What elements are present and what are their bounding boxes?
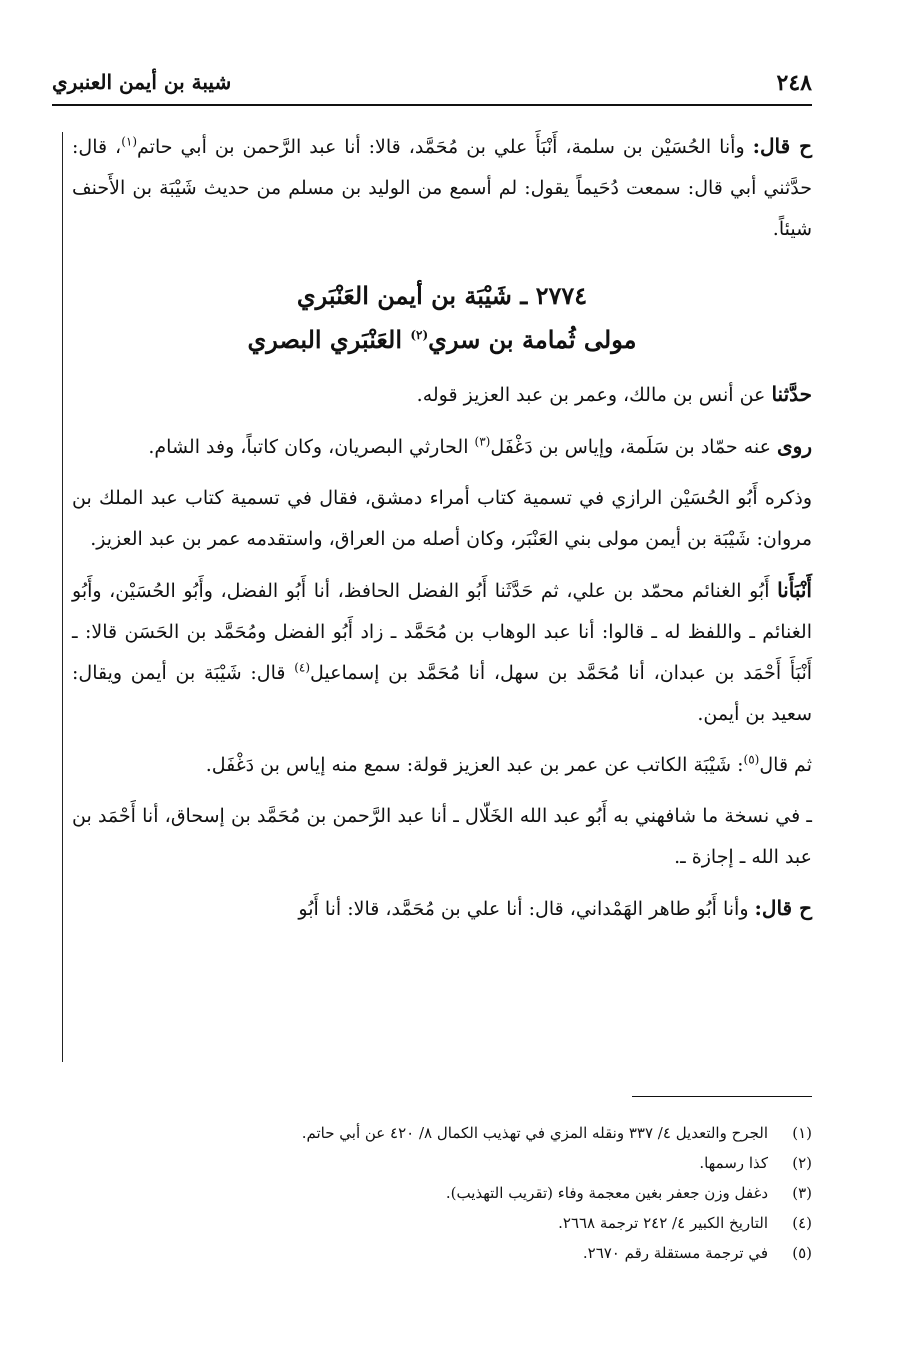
footnote-text: كذا رسمها.	[699, 1154, 768, 1172]
footnote-text: دغفل وزن جعفر بغين معجمة وفاء (تقريب التهذيب).	[445, 1184, 768, 1202]
paragraph-lead: روى	[777, 434, 812, 458]
footnote-text: التاريخ الكبير ٤/ ٢٤٢ ترجمة ٢٦٦٨.	[558, 1214, 768, 1232]
paragraph-lead: حدَّثنا	[771, 382, 812, 406]
footnote-text: الجرح والتعديل ٤/ ٣٣٧ ونقله المزي في تهذيب الكمال ٨/ ٤٢٠ عن أبي حاتم.	[301, 1124, 768, 1142]
footnote	[180, 1118, 812, 1148]
footnote-number: (٤)	[792, 1214, 812, 1232]
running-title: شيبة بن أيمن العنبري	[52, 70, 232, 94]
footnote	[180, 1238, 812, 1268]
paragraph-text: أَبُو الغنائم محمّد بن علي، ثم حَدَّثَنا أَبُو الفضل الحافظ، أنا أَبُو الفضل، وأَبُو الحُسَيْن، وأَبُو الغنائم ـ واللفظ له ـ قالوا: أنا عبد الوهاب بن مُحَمَّد ـ زاد أَبُو الفضل ومُحَمَّد بن الحَسَن قالا: ـ أَنْبَأَ أَحْمَد بن عبدان، أنا مُحَمَّد بن سهل، أنا مُحَمَّد بن إسماعيل	[72, 580, 813, 684]
footnote-number: (٣)	[792, 1184, 812, 1202]
paragraph-1	[72, 126, 812, 250]
footnote-number: (٥)	[792, 1244, 812, 1262]
paragraph-text: قال: شَيْبَة بن أيمن ويقال: سعيد بن أيمن.	[72, 662, 812, 725]
margin-line	[62, 132, 63, 1062]
paragraph-lead: أَنْبَأَنا	[777, 578, 812, 602]
paragraph-text: وأنا الحُسَيْن بن سلمة، أَنْبَأَ علي بن مُحَمَّد، قالا: أنا عبد الرَّحمن بن أبي حاتم	[137, 136, 753, 158]
paragraph-text: الحارثي البصريان، وكان كاتباً، وفد الشام.	[148, 436, 475, 458]
main-text	[72, 126, 812, 940]
page-header	[52, 66, 812, 102]
footnotes	[180, 1118, 812, 1268]
paragraph-3	[72, 426, 812, 468]
footnote-ref: (١)	[121, 134, 138, 149]
header-rule	[52, 104, 812, 106]
paragraph-text: وأنا أَبُو طاهر الهَمْداني، قال: أنا علي بن مُحَمَّد، قالا: أنا أَبُو	[298, 898, 755, 920]
paragraph-5	[72, 570, 812, 735]
entry-title: ٢٧٧٤ ـ شَيْبَة بن أيمن العَنْبَري	[296, 281, 588, 310]
paragraph-text: ، قال: حدَّثني أبي قال: سمعت دُحَيماً يقول: لم أسمع من الوليد بن مسلم من حديث شَيْبَة بن الأَحنف شيئاً.	[72, 136, 812, 240]
footnote-text: في ترجمة مستقلة رقم ٢٦٧٠.	[582, 1244, 768, 1262]
paragraph-text: عنه حمّاد بن سَلَمة، وإياس بن دَغْفَل	[490, 436, 778, 458]
paragraph-text: عن أنس بن مالك، وعمر بن عبد العزيز قوله.	[416, 384, 772, 406]
paragraph-text: ثم قال	[759, 754, 812, 776]
footnote	[180, 1178, 812, 1208]
entry-subtitle-text: العَنْبَري البصري	[247, 325, 411, 354]
footnote-ref: (٤)	[294, 660, 311, 675]
entry-heading	[72, 274, 812, 362]
footnote-ref: (٣)	[474, 434, 491, 449]
paragraph-lead: ح قال:	[754, 896, 812, 920]
footnote-ref: (٢)	[410, 328, 429, 342]
page-number: ٢٤٨	[776, 70, 812, 96]
footnote	[180, 1208, 812, 1238]
entry-subtitle	[72, 318, 812, 362]
paragraph-lead: ح قال:	[752, 134, 812, 158]
paragraph-2	[72, 374, 812, 416]
paragraph-6	[72, 745, 812, 786]
footnote-ref: (٥)	[743, 752, 760, 767]
entry-subtitle-text: مولى ثُمامة بن سري	[428, 325, 637, 354]
footnote-number: (٢)	[792, 1154, 812, 1172]
footnote	[180, 1148, 812, 1178]
paragraph-8	[72, 888, 812, 930]
footnote-rule	[632, 1096, 812, 1097]
footnote-number: (١)	[792, 1124, 812, 1142]
paragraph-4: وذكره أَبُو الحُسَيْن الرازي في تسمية كتاب أمراء دمشق، فقال في تسمية كتاب عبد الملك بن مروان: شَيْبَة بن أيمن مولى بني العَنْبَر، وكان أصله من العراق، واستقدمه عمر بن عبد العزيز.	[72, 487, 812, 550]
paragraph-7: ـ في نسخة ما شافهني به أَبُو عبد الله الخَلّال ـ أنا عبد الرَّحمن بن مُحَمَّد بن إسحاق، أنا أَحْمَد بن عبد الله ـ إجازة ـ.	[72, 805, 812, 868]
paragraph-text: : شَيْبَة الكاتب عن عمر بن عبد العزيز قولة: سمع منه إياس بن دَغْفَل.	[205, 754, 744, 776]
